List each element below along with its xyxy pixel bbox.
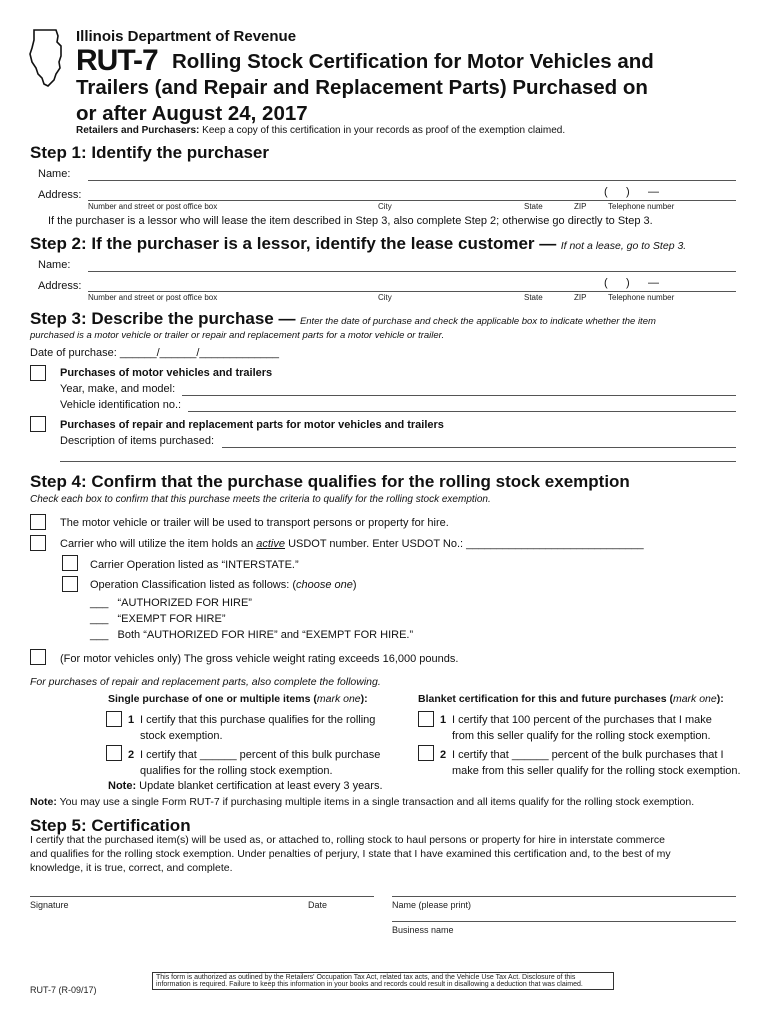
step4-c2b: [90, 579, 357, 591]
blanket-option-1-line2: from this seller qualify for the rolling stock exemption.: [452, 730, 711, 742]
step4-c2a: Carrier Operation listed as “INTERSTATE.”: [90, 559, 299, 571]
single-head-text: Single purchase of one or multiple items (: [108, 693, 317, 705]
step4-interstate-checkbox[interactable]: [62, 555, 78, 571]
step3-year-field[interactable]: [182, 395, 736, 396]
blanket-option-1-line1: I certify that 100 percent of the purchases that I make: [452, 714, 712, 726]
step2-sub-street: Number and street or post office box: [88, 293, 218, 302]
step3-opt2-title: Purchases of repair and replacement parts for motor vehicles and trailers: [60, 419, 444, 431]
step3-repair-parts-checkbox[interactable]: [30, 416, 46, 432]
update-note: [108, 780, 383, 792]
step4-c2b-choose: choose one: [296, 579, 353, 591]
blanket-option-2-line2: make from this seller qualify for the rolling stock exemption.: [452, 765, 741, 777]
step5-p1: I certify that the purchased item(s) will be used as, or attached to, rolling stock to haul persons or property for hire in interstate commerce: [30, 834, 665, 846]
step3-heading: [30, 309, 656, 329]
step3-desc-label: Description of items purchased:: [60, 435, 215, 447]
step3-opt1-title: Purchases of motor vehicles and trailers: [60, 367, 273, 379]
step5-title: Step 5: Certification: [30, 816, 191, 835]
step3-title: Step 3: Describe the purchase —: [30, 309, 296, 328]
step1-phone-parens: ( ) —: [604, 186, 659, 198]
step2-sub-zip: ZIP: [574, 293, 587, 302]
step2-name-label: Name:: [38, 259, 71, 271]
step4-c1: The motor vehicle or trailer will be used to transport persons or property for hire.: [60, 517, 449, 529]
header-note: [76, 125, 565, 136]
form-title-line1: Rolling Stock Certification for Motor Vehicles and: [172, 50, 654, 73]
single-option-1-checkbox[interactable]: [106, 711, 122, 727]
blanket-tail: ):: [716, 693, 724, 705]
step1-sub-state: State: [524, 202, 543, 211]
form-revision: RUT-7 (R-09/17): [30, 985, 97, 995]
single-option-1-line2: stock exemption.: [140, 730, 223, 742]
agency-name: Illinois Department of Revenue: [76, 28, 297, 45]
step2-sub-phone: Telephone number: [608, 293, 675, 302]
step4-c2b-post: ): [352, 579, 357, 591]
business-name-field[interactable]: [392, 921, 736, 922]
step4-c2-active: active: [256, 538, 285, 550]
single-tail: ):: [360, 693, 368, 705]
step4-parts-note: For purchases of repair and replacement parts, also complete the following.: [30, 676, 381, 688]
blanket-option-1-num: 1: [440, 714, 447, 726]
blanket-option-2-num: 2: [440, 749, 447, 761]
step5-p2: and qualifies for the rolling stock exemption. Under penalties of perjury, I state that I have examined this certification and, to the best of my: [30, 848, 671, 860]
single-option-1-line1: I certify that this purchase qualifies for the rolling: [140, 714, 376, 726]
step2-sub-state: State: [524, 293, 543, 302]
step2-title: Step 2: If the purchaser is a lessor, identify the lease customer —: [30, 234, 557, 253]
step4-instr: Check each box to confirm that this purchase meets the criteria to qualify for the rolling stock exemption.: [30, 494, 491, 505]
step3-desc-field[interactable]: [222, 447, 736, 448]
step4-c2: [60, 538, 644, 550]
step1-address-field[interactable]: [88, 200, 736, 201]
header-note-label: Retailers and Purchasers:: [76, 125, 200, 136]
header-note-text: Keep a copy of this certification in your records as proof of the exemption claimed.: [202, 125, 566, 136]
business-name-label: Business name: [392, 925, 454, 935]
step3-instr1: Enter the date of purchase and check the applicable box to indicate whether the item: [299, 316, 656, 327]
single-purchase-heading: [108, 693, 368, 705]
step2-name-field[interactable]: [88, 271, 736, 272]
form-title-line2: Trailers (and Repair and Replacement Parts) Purchased on: [76, 76, 648, 99]
form-id: RUT-7: [76, 44, 158, 77]
blanket-heading: [418, 693, 724, 705]
step3-vin-field[interactable]: [188, 411, 736, 412]
step3-date-field[interactable]: Date of purchase: ______/______/_____________: [30, 347, 279, 359]
step1-address-label: Address:: [38, 189, 82, 201]
step1-sub-zip: ZIP: [574, 202, 587, 211]
name-print-field[interactable]: [392, 896, 736, 897]
illinois-state-map-icon: [28, 28, 66, 90]
blanket-option-2-line1: I certify that ______ percent of the bulk purchases that I: [452, 749, 724, 761]
step3-vin-label: Vehicle identification no.:: [60, 399, 182, 411]
step3-year-label: Year, make, and model:: [60, 383, 176, 395]
step4-c2-pre: Carrier who will utilize the item holds an: [60, 538, 254, 550]
step1-name-label: Name:: [38, 168, 71, 180]
name-print-label: Name (please print): [392, 900, 472, 910]
blanket-mark: mark one: [672, 693, 717, 705]
step2-heading: [30, 234, 686, 254]
single-mark: mark one: [316, 693, 361, 705]
step1-sub-street: Number and street or post office box: [88, 202, 218, 211]
step2-title-note: If not a lease, go to Step 3.: [560, 240, 687, 252]
step4-bottom-note-label: Note:: [30, 796, 57, 808]
footer-legal-line1: This form is authorized as outlined by the Retailers' Occupation Tax Act, related tax acts, and the Vehicle Use Tax Act. Disclosure of this: [156, 974, 576, 981]
blanket-option-2-checkbox[interactable]: [418, 745, 434, 761]
single-option-2-checkbox[interactable]: [106, 745, 122, 761]
step2-sub-city: City: [378, 293, 392, 302]
blanket-option-1-checkbox[interactable]: [418, 711, 434, 727]
step1-note: If the purchaser is a lessor who will lease the item described in Step 3, also complete Step 2; otherwise go directly to Step 3.: [48, 215, 653, 227]
step3-desc-field-2[interactable]: [60, 461, 736, 462]
blanket-head-text: Blanket certification for this and future purchases (: [418, 693, 673, 705]
step4-bottom-note-text: You may use a single Form RUT-7 if purchasing multiple items in a single transaction and all items qualify for the rolling stock exemption.: [59, 796, 695, 808]
step4-option-both[interactable]: ___ Both “AUTHORIZED FOR HIRE” and “EXEMPT FOR HIRE.”: [90, 629, 414, 641]
single-option-2-num: 2: [128, 749, 135, 761]
step4-c2b-pre: Operation Classification listed as follows: (: [90, 579, 297, 591]
footer-legal-line2: information is required. Failure to keep this information in your books and records could result in disallowing a deduction that was claimed.: [156, 981, 583, 988]
step1-title: Step 1: Identify the purchaser: [30, 143, 269, 162]
date-label: Date: [308, 900, 328, 910]
step1-name-field[interactable]: [88, 180, 736, 181]
step4-usdot-checkbox[interactable]: [30, 535, 46, 551]
step4-bottom-note: [30, 796, 694, 808]
step4-classification-checkbox[interactable]: [62, 576, 78, 592]
single-option-1-num: 1: [128, 714, 135, 726]
step2-phone-parens: ( ) —: [604, 277, 659, 289]
update-note-text: Update blanket certification at least every 3 years.: [139, 780, 383, 792]
step2-address-label: Address:: [38, 280, 82, 292]
step1-sub-city: City: [378, 202, 392, 211]
signature-field[interactable]: [30, 896, 374, 897]
single-option-2-line2: qualifies for the rolling stock exemption.: [140, 765, 333, 777]
update-note-label: Note:: [108, 780, 137, 792]
step4-gvwr-checkbox[interactable]: [30, 649, 46, 665]
single-option-2-line1: I certify that ______ percent of this bulk purchase: [140, 749, 381, 761]
signature-label: Signature: [30, 900, 69, 910]
step1-sub-phone: Telephone number: [608, 202, 675, 211]
step4-title: Step 4: Confirm that the purchase qualifies for the rolling stock exemption: [30, 472, 630, 491]
step4-option-authorized[interactable]: ___ “AUTHORIZED FOR HIRE”: [90, 597, 252, 609]
step4-c2-post[interactable]: USDOT number. Enter USDOT No.: _____________________________: [288, 538, 644, 550]
step3-motor-vehicle-checkbox[interactable]: [30, 365, 46, 381]
step2-address-field[interactable]: [88, 291, 736, 292]
step4-c3: (For motor vehicles only) The gross vehicle weight rating exceeds 16,000 pounds.: [60, 653, 459, 665]
footer-legal-box: [152, 972, 614, 990]
form-title-line3: or after August 24, 2017: [76, 102, 308, 125]
step3-instr2: purchased is a motor vehicle or trailer or repair and replacement parts for a motor vehicle or trailer.: [30, 330, 445, 341]
step4-for-hire-checkbox[interactable]: [30, 514, 46, 530]
step4-option-exempt[interactable]: ___ “EXEMPT FOR HIRE”: [90, 613, 226, 625]
step5-p3: knowledge, it is true, correct, and complete.: [30, 862, 233, 874]
